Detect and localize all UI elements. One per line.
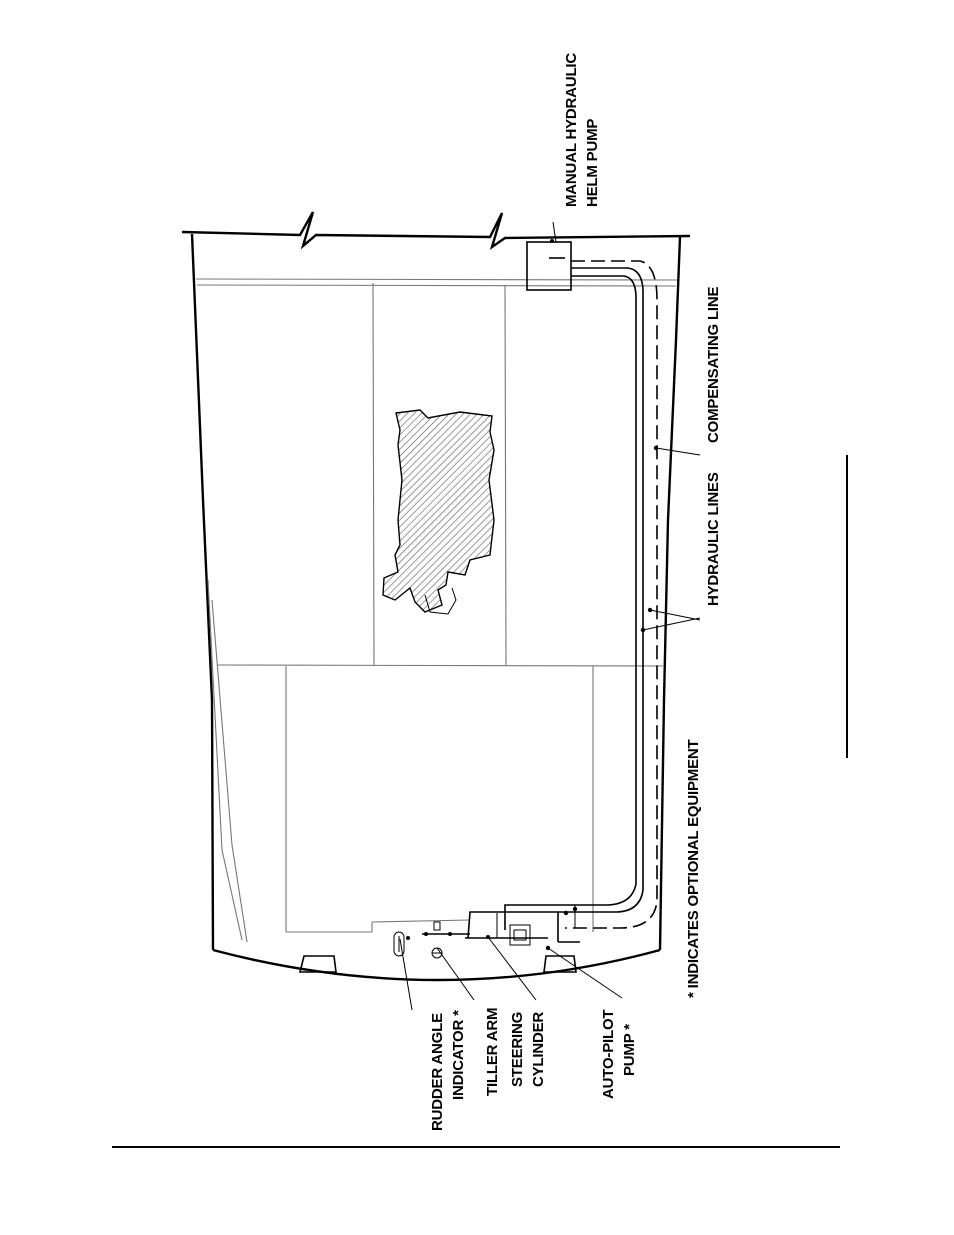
label-manual-helm-pump-1: MANUAL HYDRAULIC <box>563 52 580 207</box>
label-autopilot-2: PUMP * <box>621 1024 638 1076</box>
label-autopilot-1: AUTO-PILOT <box>600 1009 617 1099</box>
label-rudder-angle-1: RUDDER ANGLE <box>429 1013 446 1131</box>
label-tiller-arm: TILLER ARM <box>484 1007 501 1096</box>
label-steering-cyl-2: CYLINDER <box>530 1011 547 1087</box>
hydraulic-lines <box>468 261 657 938</box>
label-compensating-line: COMPENSATING LINE <box>705 286 722 443</box>
label-hydraulic-lines: HYDRAULIC LINES <box>705 472 722 606</box>
label-rudder-angle-2: INDICATOR * <box>450 1010 467 1100</box>
label-steering-cyl-1: STEERING <box>509 1011 526 1087</box>
label-manual-helm-pump-2: HELM PUMP <box>584 118 601 207</box>
label-optional-note: * INDICATES OPTIONAL EQUIPMENT <box>685 739 702 998</box>
engine <box>383 410 494 614</box>
